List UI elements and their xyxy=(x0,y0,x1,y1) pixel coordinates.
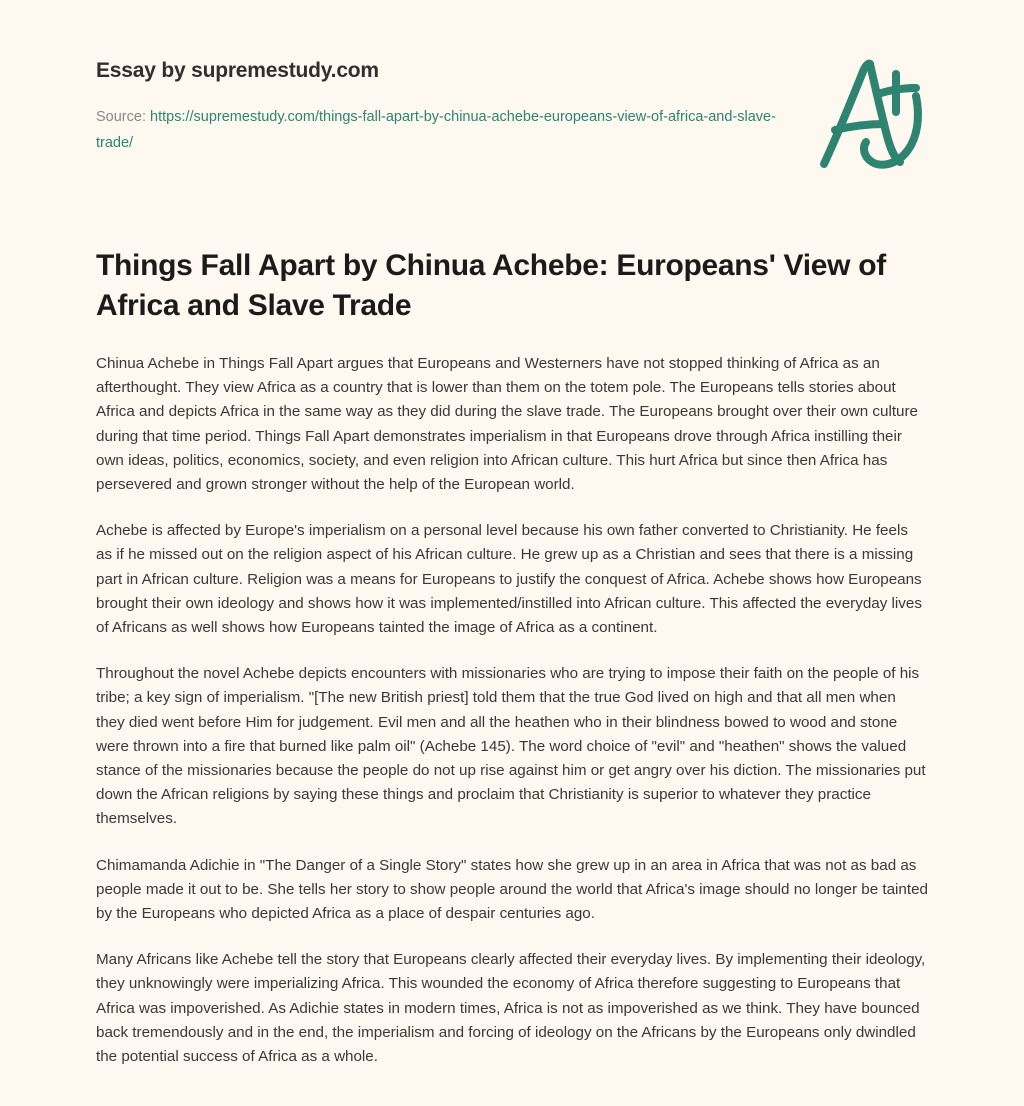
source-url-link[interactable]: https://supremestudy.com/things-fall-apart-by-chinua-achebe-europeans-view-of-africa-and-slave-trade/ xyxy=(96,109,776,151)
essay-paragraph: Achebe is affected by Europe's imperialism on a personal level because his own father converted to Christianity. He feels as if he missed out on the religion aspect of his African culture. He grew up as a Christian and sees that there is a missing part in African culture. Religion was a means for Europeans to justify the conquest of Africa. Achebe shows how Europeans brought their own ideology and shows how it was implemented/instilled into African culture. This affected the everyday lives of Africans as well shows how Europeans tainted the image of Africa as a continent. xyxy=(96,522,922,637)
essay-paragraph: Chinua Achebe in Things Fall Apart argues that Europeans and Westerners have not stopped thinking of Africa as an afterthought. They view Africa as a country that is lower than them on the totem pole. The Europeans tells stories about Africa and depicts Africa in the same way as they did during the slave trade. The Europeans brought over their own culture during that time period. Things Fall Apart demonstrates imperialism in that Europeans drove through Africa instilling their own ideas, politics, economics, society, and even religion into African culture. This hurt Africa but since then Africa has persevered and grown stronger without the help of the European world. xyxy=(96,355,918,494)
source-label: Source: xyxy=(96,109,146,126)
essay-paragraph: Throughout the novel Achebe depicts encounters with missionaries who are trying to impose their faith on the people of his tribe; a key sign of imperialism. "[The new British priest] told them that the true God lived on high and that all men when they died went before Him for judgement. Evil men and all the heathen who in their blindness bowed to wood and stone were thrown into a fire that burned like palm oil" (Achebe 145). The word choice of "evil" and "heathen" shows the valued stance of the missionaries because the people do not up rise against him or get angry over his diction. The missionaries put down the African religions by saying these things and proclaim that Christianity is superior to whatever they practice themselves. xyxy=(96,665,926,828)
essay-paragraph: Chimamanda Adichie in "The Danger of a Single Story" states how she grew up in an area in Africa that was not as bad as people made it out to be. She tells her story to show people around the world that Africa's image should no longer be tainted by the Europeans who depicted Africa as a place of despair centuries ago. xyxy=(96,856,928,923)
brand-byline: Essay by supremestudy.com xyxy=(96,59,379,82)
page-title: Things Fall Apart by Chinua Achebe: Europeans' View of Africa and Slave Trade xyxy=(96,249,886,322)
source-line xyxy=(96,105,776,156)
a-plus-logo-icon xyxy=(812,52,932,176)
page-header xyxy=(96,58,928,156)
essay-body xyxy=(96,352,928,1069)
essay-paragraph: Many Africans like Achebe tell the story that Europeans clearly affected their everyday lives. By implementing their ideology, they unknowingly were imperializing Africa. This wounded the economy of Africa therefore suggesting to Europeans that Africa was impoverished. As Adichie states in modern times, Africa is not as impoverished as we think. They have bounced back tremendously and in the end, the imperialism and forcing of ideology on the Africans by the Europeans only dwindled the potential success of Africa as a whole. xyxy=(96,951,926,1066)
